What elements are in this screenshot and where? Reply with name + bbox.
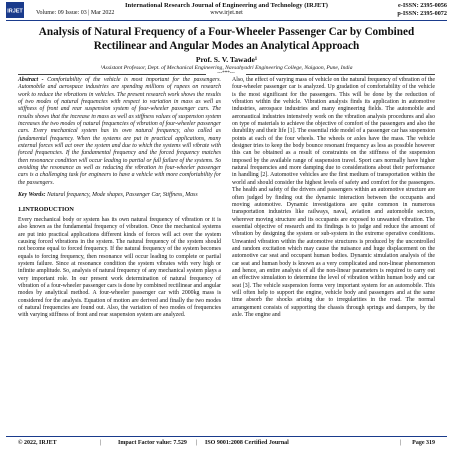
footer-iso: ISO 9001:2008 Certified Journal <box>205 440 289 446</box>
abstract-text: Comfortability of the vehicle is most important for the passengers. Automobile and aerospace industries are spending millions of rupees on research work to reduce the vibrations in vehicles. The present research work shows the results of two modes of natural frequencies with respect to variation in mass as well as stiffness of front and rear suspension system of four-wheeler passenger cars. The results shows that the increase in mass as well as stiffness values of suspension system increases the two modes of natural frequencies of vibration of four-wheeler passenger cars. Every mechanical system has its own natural frequency, also called as fundamental frequency. When the systems are put in practical applications, many external forces will act over the system and due to which the systems will vibrate with forced frequencies. If the fundamental frequency and the forced frequency matches then resonance condition will occur leading to partial or full failure of the systems. So avoiding the resonance as well as reducing the vibration in four-wheeler passenger cars is a challenging task for engineers to have a vehicle with more comfortability for the passengers. <box>18 77 221 186</box>
header-rule <box>6 20 447 21</box>
footer-divider: | <box>196 440 198 446</box>
footer-copyright: © 2022, IRJET <box>18 440 57 446</box>
paper-title: Analysis of Natural Frequency of a Four-Wheeler Passenger Car by Combined Rectilinear and Angular Modes an Analytical Approach <box>38 26 415 52</box>
keywords-text: Natural frequency, Mode shapes, Passenger Car, Stiffness, Mass <box>47 192 198 199</box>
separator-stars: ---***--- <box>206 71 246 76</box>
introduction-paragraph-right: Also, the effect of varying mass of vehicle on the natural frequency of vibration of the four-wheeler passenger car is analyzed. Up gradation of comfortability of the vehicle is the most significant for the passengers. This will be done by the reduction of vibration within the vehicle. Vibration analysis finds its application in automotive industries, aerospace industries and many engineering fields. The automobile and aeronautical industries intensively work on the vibration analysis procedures and also on type of materials to achieve the objective of comfort of the passengers and also the durability and their life [1]. The essential ride model of a passenger car has suspension points at each of the four wheels. The wheels or axles have the mass. The vehicle designer tries to keep the body bounce resonant frequency as less as possible however this can be obtained as a result of constraints on the stiffness of the suspension imposed by the available range of suspension travel. Sport cars normally have higher natural frequencies and more damping due to considerations about their performance in handling [2]. Automotive vehicles are the first medium of transportation within the world and should consider the highest levels of safety and comfort for the passengers. The health and safety of the drivers and passengers within an automotive structure are often judged by finding out the dynamic interaction between the occupants and moving automotive. Dynamic investigations are quite common in numerous transportation industries like railways, naval, aviation and automobile sectors, wherever moving structure and its occupants are exposed to unwanted vibration. The essential objective of research and its findings is to judge and reduce the amount of vibration by designing the system or sub-system in the extreme operative conditions. Unwanted vibration within the automotive structures is produced by the uncontrolled and random excitation which may cause the nuisance and huge displacement on the automotive car seat and occupant human bodies. Dynamic simulation analysis of the car seat and human body is known as a very complicated and non-linear phenomenon and hence, an entire analysis of all the non-linear parameters is required to carry out an effective simulation to determine the level of vibration within human body and car seat [3]. The vehicle suspension forms very important system for an automobile. This will often help to support the engine, vehicle body and passengers and at the same time absorb the shocks arising due to irregularities in the road. The normal arrangement consists of supporting the chassis through springs and dampers, by the axle. The engine and <box>232 77 435 318</box>
left-column <box>18 77 221 320</box>
keywords-label: Key Words: <box>18 192 46 199</box>
author-name: Prof. S. V. Tawade¹ <box>195 55 258 64</box>
section-heading-introduction: 1.INTRODUCTION <box>18 205 74 213</box>
journal-website: www.irjet.net <box>210 10 243 16</box>
footer-rule <box>6 436 447 437</box>
author-affiliation: ¹Assistant Professor, Dept. of Mechanical Engineering, Navsahyadri Engineering College, Naigaon, Pune, India <box>100 65 353 71</box>
footer-divider: | <box>400 440 402 446</box>
journal-name: International Research Journal of Engineering and Technology (IRJET) <box>124 2 329 9</box>
p-issn: p-ISSN: 2395-0072 <box>397 10 447 17</box>
abstract <box>18 77 221 187</box>
journal-header <box>0 0 453 22</box>
keywords <box>18 192 221 199</box>
e-issn: e-ISSN: 2395-0056 <box>398 2 447 9</box>
svg-text:IRJET: IRJET <box>7 8 23 15</box>
volume-issue: Volume: 09 Issue: 03 | Mar 2022 <box>36 10 115 16</box>
introduction-paragraph-left: Every mechanical body or system has its own natural frequency of vibration or it is also known as the fundamental frequency of vibration. Once the mechanical systems are put into practical applications different kinds of forces will act over the system causing forced vibrations in the system. The natural frequency of the system should not become equal to forced frequency. If the natural frequency of the system becomes equals to forcing frequency, then resonance will occur leading to complete or partial system failure. Since at resonance condition the system vibrates with very high or infinite amplitude. So, analysis of natural frequency of any mechanical system plays a very important role. In our present work determination of natural frequency of vibration of a four-wheeler passenger cars is done by combined rectilinear and angular modes by analytical method. A four-wheeler passenger car with 2000kg mass is considered for the analysis. Equation of motion are derived and finally the two modes of natural frequencies are found out. Also, the variation of two modes of frequencies with varying stiffness of front and rear suspension system are analyzed. <box>18 216 221 319</box>
abstract-label: Abstract - <box>18 77 44 83</box>
footer-impact-factor: Impact Factor value: 7.529 <box>118 440 187 446</box>
footer-divider: | <box>100 440 102 446</box>
right-column <box>232 77 435 319</box>
footer-page-number: Page 319 <box>412 440 435 446</box>
